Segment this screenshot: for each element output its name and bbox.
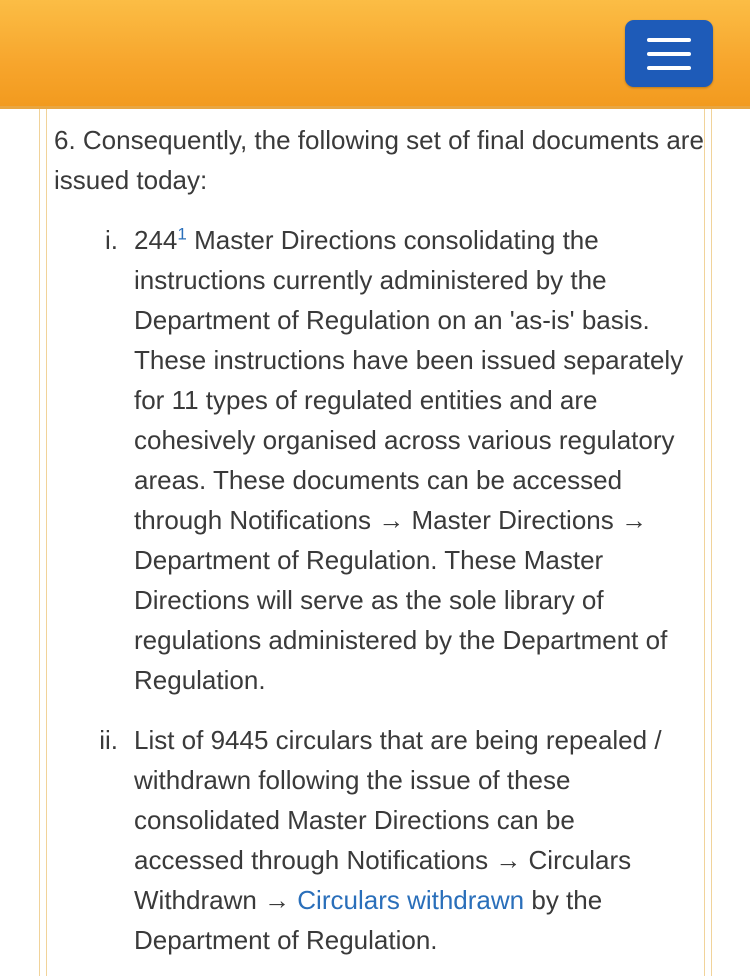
paragraph-6: 6. Consequently, the following set of final documents are issued today: <box>54 125 704 195</box>
document-content <box>54 120 704 976</box>
header-divider <box>0 106 750 109</box>
top-header-bar <box>0 0 750 108</box>
withdrawn-circulars-tail: by the Department of Regulation. <box>134 885 603 955</box>
content-frame-right-outer <box>711 109 712 976</box>
hamburger-menu-icon-bar-3 <box>647 66 691 70</box>
footnote-link[interactable]: 1 <box>177 224 187 244</box>
list-marker: ii. <box>99 725 118 755</box>
hamburger-menu-icon-bar-2 <box>647 52 691 56</box>
withdrawn-circulars-description: List of 9445 circulars that are being repealed / withdrawn following the issue of these consolidated Master Directions can be accessed through Notifications → Circulars Withdrawn → <box>134 725 662 915</box>
circulars-withdrawn-link[interactable]: Circulars withdrawn <box>297 885 525 915</box>
list-item-text <box>134 720 689 960</box>
content-frame-left-outer <box>39 109 40 976</box>
list-marker: i. <box>105 225 118 255</box>
list-item <box>54 720 704 960</box>
list-item-text <box>134 220 689 700</box>
master-directions-description: Master Directions consolidating the instructions currently administered by the Department of Regulation on an 'as-is' basis. These instructions have been issued separately for 11 types of regulated entities and are cohesively organised across various regulatory areas. These documents can be accessed through Notifications → Master Directions → Department of Regulation. These Master Directions will serve as the sole library of regulations administered by the Department of Regulation. <box>134 225 684 695</box>
content-frame-left-inner <box>46 109 47 976</box>
list-item <box>54 220 704 700</box>
master-directions-count: 244 <box>134 225 178 255</box>
content-frame-right-inner <box>704 109 705 976</box>
issued-documents-list <box>54 220 704 960</box>
menu-button[interactable] <box>625 20 713 87</box>
hamburger-menu-icon <box>647 38 691 42</box>
